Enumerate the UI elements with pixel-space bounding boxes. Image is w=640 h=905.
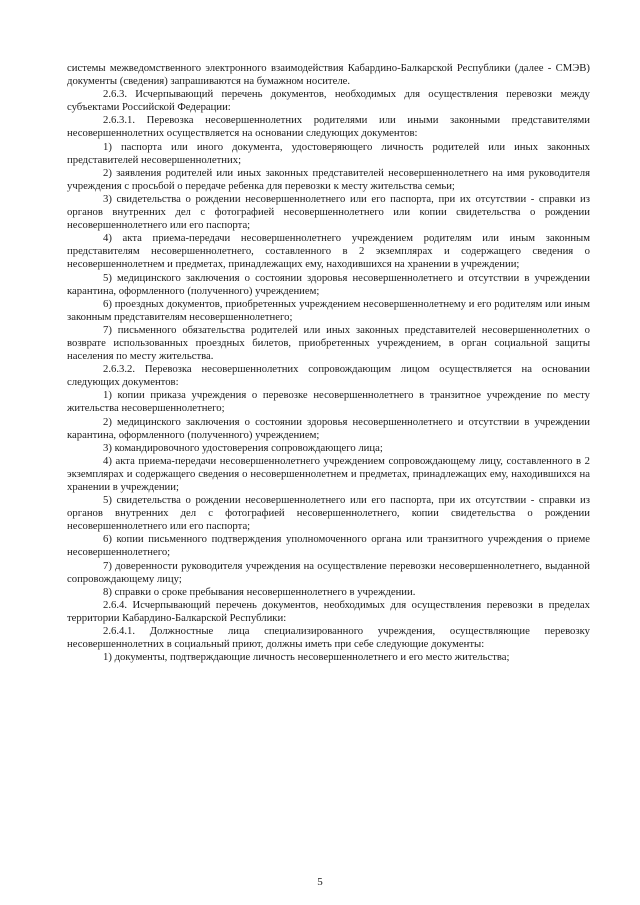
paragraph: 8) справки о сроке пребывания несовершеннолетнего в учреждении. <box>103 585 416 598</box>
paragraph: системы межведомственного электронного взаимодействия Кабардино-Балкарской Республики (далее - СМЭВ) документы (сведения) запрашиваются на бумажном носителе. <box>67 62 590 88</box>
paragraph: 2) медицинского заключения о состоянии здоровья несовершеннолетнего и отсутствии в учреждении карантина, оформленного (полученного) учреждением; <box>67 415 590 441</box>
paragraph: 6) копии письменного подтверждения уполномоченного органа или транзитного учреждения о приеме несовершеннолетнего; <box>67 533 590 559</box>
paragraph: 2.6.3.2. Перевозка несовершеннолетних сопровождающим лицом осуществляется на основании следующих документов: <box>67 363 590 389</box>
document-body <box>67 62 590 664</box>
paragraph: 5) медицинского заключения о состоянии здоровья несовершеннолетнего и отсутствии в учреждении карантина, оформленного (полученного) учреждением; <box>67 271 590 297</box>
paragraph: 6) проездных документов, приобретенных учреждением несовершеннолетнему и его родителям или иным законным представителям несовершеннолетнего; <box>67 297 590 323</box>
paragraph: 4) акта приема-передачи несовершеннолетнего учреждением сопровождающему лицу, составленного в 2 экземплярах и содержащего сведения о несовершеннолетнем и предметах, принадлежащих ему, находившихся на хранении в учреждении; <box>67 454 590 493</box>
paragraph: 1) паспорта или иного документа, удостоверяющего личность родителей или иных законных представителей несовершеннолетних; <box>67 140 590 166</box>
paragraph: 2.6.4.1. Должностные лица специализированного учреждения, осуществляющие перевозку несовершеннолетних в социальный приют, должны иметь при себе следующие документы: <box>67 625 590 651</box>
paragraph: 5) свидетельства о рождении несовершеннолетнего или его паспорта, при их отсутствии - справки из органов внутренних дел с фотографией несовершеннолетнего, копии свидетельства о рождении несовершеннолетнего или его паспорта; <box>67 494 590 533</box>
page-number: 5 <box>317 876 323 888</box>
paragraph: 3) командировочного удостоверения сопровождающего лица; <box>103 441 383 454</box>
paragraph: 7) доверенности руководителя учреждения на осуществление перевозки несовершеннолетнего, выданной сопровождающему лицу; <box>67 559 590 585</box>
paragraph: 1) копии приказа учреждения о перевозке несовершеннолетнего в транзитное учреждение по месту жительства несовершеннолетнего; <box>67 389 590 415</box>
paragraph: 7) письменного обязательства родителей или иных законных представителей несовершеннолетних о возврате использованных проездных билетов, приобретенных учреждением, в орган социальной защиты населения по месту жительства. <box>67 323 590 363</box>
paragraph: 2.6.4. Исчерпывающий перечень документов, необходимых для осуществления перевозки в пределах территории Кабардино-Балкарской Республики: <box>67 598 590 624</box>
paragraph: 1) документы, подтверждающие личность несовершеннолетнего и его место жительства; <box>103 651 510 664</box>
paragraph: 2.6.3. Исчерпывающий перечень документов, необходимых для осуществления перевозки между субъектами Российской Федерации: <box>67 88 590 114</box>
paragraph: 2.6.3.1. Перевозка несовершеннолетних родителями или иными законными представителями несовершеннолетних осуществляется на основании следующих документов: <box>67 114 590 140</box>
paragraph: 2) заявления родителей или иных законных представителей несовершеннолетнего на имя руководителя учреждения с просьбой о передаче ребенка для перевозки к месту жительства семьи; <box>67 166 590 192</box>
paragraph: 3) свидетельства о рождении несовершеннолетнего или его паспорта, при их отсутствии - справки из органов внутренних дел с фотографией несовершеннолетнего или копии свидетельства о рождении несовершеннолетнего или его паспорта; <box>67 192 590 232</box>
paragraph: 4) акта приема-передачи несовершеннолетнего учреждением родителям или иным законным представителям несовершеннолетнего, составленного в 2 экземплярах и содержащего сведения о несовершеннолетнем и предметах, принадлежащих ему, находившихся на хранении в учреждении; <box>67 232 590 271</box>
